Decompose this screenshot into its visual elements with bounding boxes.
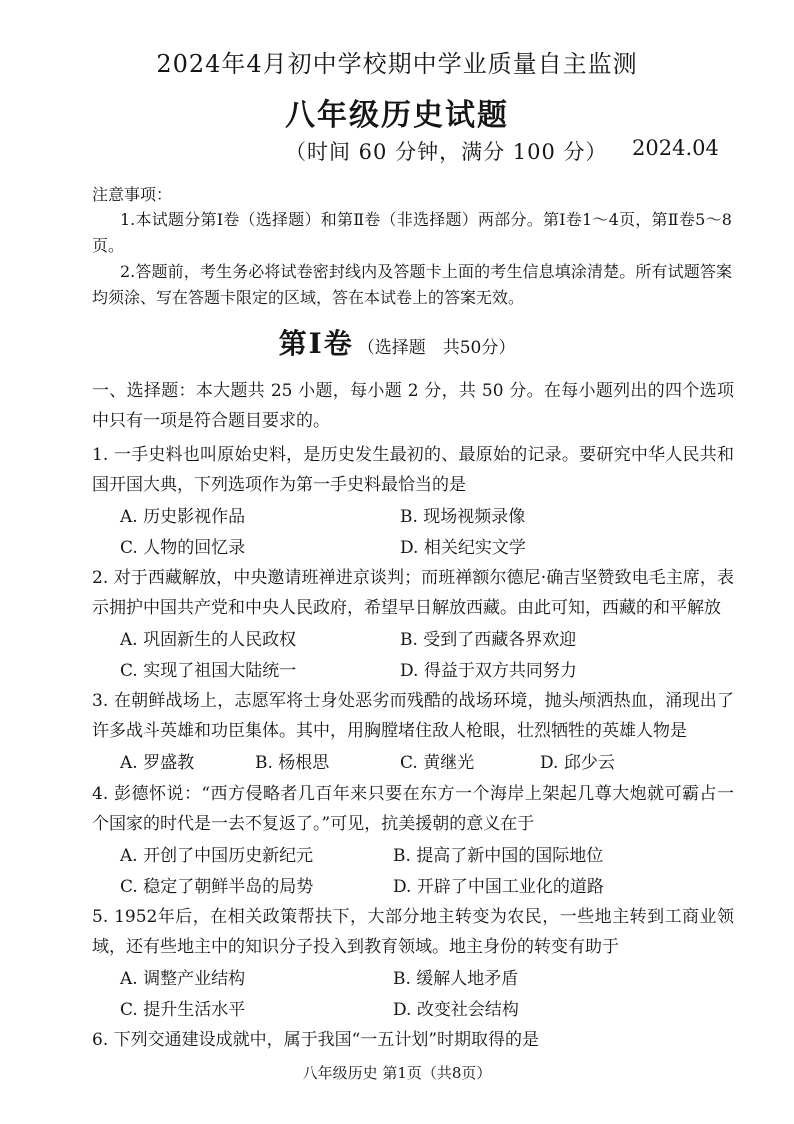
question-4-option-c: C. 稳定了朝鲜半岛的局势	[120, 877, 314, 897]
note-item-2: 2.答题前，考生务必将试卷密封线内及答题卡上面的考生信息填涂清楚。所有试题答案均须涂、写在答题卡限定的区域，答在本试卷上的答案无效。	[92, 262, 732, 307]
question-3-option-c: C. 黄继光	[400, 753, 475, 773]
exam-subject: 八年级历史试题	[285, 98, 509, 133]
question-4-option-b: B. 提高了新中国的国际地位	[393, 846, 604, 866]
question-3-option-b: B. 杨根思	[255, 753, 330, 773]
exam-date: 2024.04	[632, 136, 719, 160]
question-5-option-d: D. 改变社会结构	[393, 1000, 519, 1020]
question-1-stem: 1. 一手史料也叫原始史料，是历史发生最初的、最原始的记录。要研究中华人民共和国开国大典，下列选项作为第一手史料最恰当的是	[92, 445, 734, 495]
note-item-1: 1.本试题分第Ⅰ卷（选择题）和第Ⅱ卷（非选择题）两部分。第Ⅰ卷1～4页，第Ⅱ卷5～8页。	[92, 210, 732, 255]
question-5-option-a: A. 调整产业结构	[120, 969, 246, 989]
question-2-option-d: D. 得益于双方共同努力	[400, 661, 577, 681]
page-footer: 八年级历史 第1页（共8页）	[302, 1064, 492, 1082]
part-heading	[0, 322, 794, 362]
question-5-option-c: C. 提升生活水平	[120, 1000, 246, 1020]
question-4-option-a: A. 开创了中国历史新纪元	[120, 846, 314, 866]
part-subtitle: （选择题 共50分）	[357, 338, 516, 358]
part-title: 第Ⅰ卷	[278, 327, 354, 360]
question-5-stem: 5. 1952年后，在相关政策帮扶下，大部分地主转变为农民，一些地主转到工商业领域，还有些地主中的知识分子投入到教育领域。地主身份的转变有助于	[92, 907, 734, 957]
question-2-stem: 2. 对于西藏解放，中央邀请班禅进京谈判；而班禅额尔德尼·确吉坚赞致电毛主席，表示拥护中国共产党和中央人民政府，希望早日解放西藏。由此可知，西藏的和平解放	[92, 568, 734, 618]
question-1-option-d: D. 相关纪实文学	[400, 538, 526, 558]
question-5-option-b: B. 缓解人地矛盾	[393, 969, 519, 989]
notes-heading: 注意事项：	[92, 185, 173, 204]
section-instructions: 一、选择题：本大题共 25 小题，每小题 2 分，共 50 分。在每小题列出的四个选项中只有一项是符合题目要求的。	[92, 381, 734, 431]
exam-title: 2024年4月初中学校期中学业质量自主监测	[156, 50, 638, 78]
question-2-option-c: C. 实现了祖国大陆统一	[120, 661, 297, 681]
question-2-option-b: B. 受到了西藏各界欢迎	[400, 630, 577, 650]
time-limit: （时间 60 分钟，满分 100 分）	[285, 140, 608, 164]
question-6-stem: 6. 下列交通建设成就中，属于我国“一五计划”时期取得的是	[92, 1030, 540, 1050]
question-1-option-b: B. 现场视频录像	[400, 507, 526, 527]
question-1-option-c: C. 人物的回忆录	[120, 538, 246, 558]
question-2-option-a: A. 巩固新生的人民政权	[120, 630, 297, 650]
question-3-stem: 3. 在朝鲜战场上，志愿军将士身处恶劣而残酷的战场环境，抛头颅洒热血，涌现出了许多战斗英雄和功臣集体。其中，用胸膛堵住敌人枪眼，壮烈牺牲的英雄人物是	[92, 691, 734, 741]
question-3-option-a: A. 罗盛教	[120, 753, 195, 773]
question-3-option-d: D. 邱少云	[540, 753, 615, 773]
question-4-stem: 4. 彭德怀说：“西方侵略者几百年来只要在东方一个海岸上架起几尊大炮就可霸占一个国家的时代是一去不复返了。”可见，抗美援朝的意义在于	[92, 784, 734, 834]
question-1-option-a: A. 历史影视作品	[120, 507, 246, 527]
question-4-option-d: D. 开辟了中国工业化的道路	[393, 877, 604, 897]
